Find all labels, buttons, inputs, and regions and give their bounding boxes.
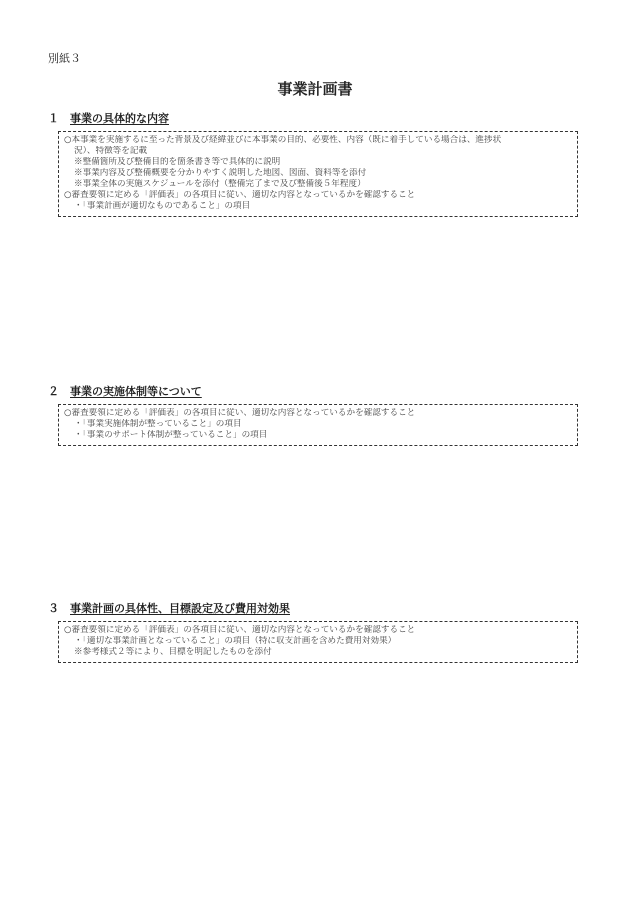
section-3-heading <box>48 600 290 616</box>
guidance-line: ○審査要領に定める「評価表」の各項目に従い、適切な内容となっているかを確認すること <box>64 625 416 635</box>
section-1-guidance-box <box>58 131 578 217</box>
guidance-note: ※整備箇所及び整備目的を箇条書き等で具体的に説明 <box>74 157 281 167</box>
guidance-line: ○審査要領に定める「評価表」の各項目に従い、適切な内容となっているかを確認すること <box>64 190 416 200</box>
guidance-note: ※参考様式２等により、目標を明記したものを添付 <box>74 647 272 657</box>
section-3-number: ３ <box>48 602 59 615</box>
section-2-heading <box>48 383 202 399</box>
annex-label: 別紙３ <box>48 52 81 65</box>
guidance-note: ※事業全体の実施スケジュールを添付（整備完了まで及び整備後５年程度） <box>74 179 366 189</box>
section-2-guidance-box <box>58 404 578 446</box>
guidance-line: 況）、特徴等を記載 <box>74 146 148 156</box>
section-2-number: ２ <box>48 385 59 398</box>
guidance-item: ・「事業のサポート体制が整っていること」の項目 <box>74 430 268 440</box>
guidance-item: ・「適切な事業計画となっていること」の項目（特に収支計画を含めた費用対効果） <box>74 636 397 646</box>
section-3-title: 事業計画の具体性、目標設定及び費用対効果 <box>70 602 290 615</box>
guidance-line: ○審査要領に定める「評価表」の各項目に従い、適切な内容となっているかを確認すること <box>64 408 416 418</box>
section-1-title: 事業の具体的な内容 <box>70 112 169 125</box>
section-1-number: １ <box>48 112 59 125</box>
guidance-item: ・「事業計画が適切なものであること」の項目 <box>74 201 251 211</box>
document-title: 事業計画書 <box>277 80 353 98</box>
section-3-guidance-box <box>58 621 578 663</box>
section-2-title: 事業の実施体制等について <box>70 385 202 398</box>
guidance-item: ・「事業実施体制が整っていること」の項目 <box>74 419 242 429</box>
section-1-heading <box>48 110 169 126</box>
guidance-note: ※事業内容及び整備概要を分かりやすく説明した地図、図面、資料等を添付 <box>74 168 367 178</box>
guidance-line: ○本事業を実施するに至った背景及び経緯並びに本事業の目的、必要性、内容（既に着手している場合は、進捗状 <box>64 135 502 145</box>
